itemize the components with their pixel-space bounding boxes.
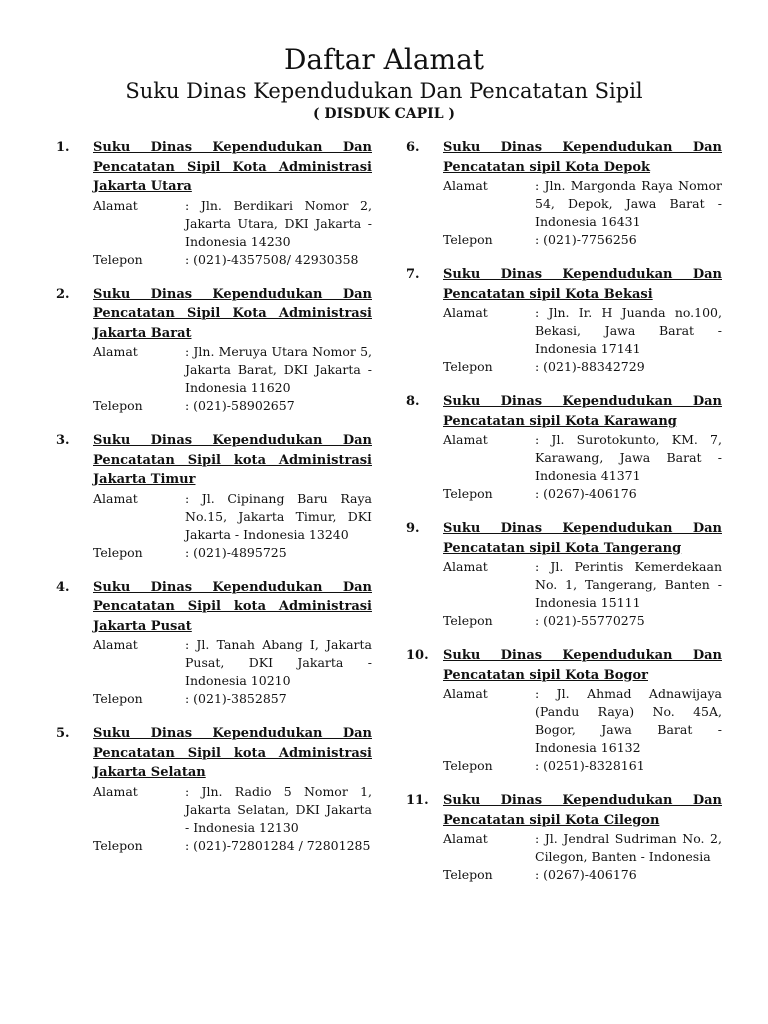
entry-number: 8. xyxy=(406,394,420,409)
entry-number: 7. xyxy=(406,267,420,282)
phone-value: : (021)-55770275 xyxy=(535,613,645,628)
phone-value: : (021)-58902657 xyxy=(185,398,295,413)
office-name: Suku Dinas Kependudukan Dan Pencatatan sipil Kota Karawang xyxy=(443,394,722,429)
page-subtitle: Suku Dinas Kependudukan Dan Pencatatan Sipil xyxy=(125,79,643,103)
address-value: : Jln. Ir. H Juanda no.100, Bekasi, Jawa Barat - Indonesia 17141 xyxy=(535,305,722,356)
address-label: Alamat xyxy=(443,305,488,320)
entry-number: 3. xyxy=(56,433,70,448)
office-name: Suku Dinas Kependudukan Dan Pencatatan Sipil kota Administrasi Jakarta Pusat xyxy=(93,579,372,634)
page-title: Daftar Alamat xyxy=(283,43,485,76)
entry-number: 11. xyxy=(406,793,429,808)
address-label: Alamat xyxy=(443,178,488,193)
agency-abbreviation: ( DISDUK CAPIL ) xyxy=(312,106,456,122)
left-column xyxy=(56,138,372,855)
phone-label: Telepon xyxy=(443,232,493,247)
office-entry xyxy=(406,392,722,503)
phone-value: : (021)-72801284 / 72801285 xyxy=(185,837,371,853)
address-label: Alamat xyxy=(93,637,138,652)
office-name: Suku Dinas Kependudukan Dan Pencatatan sipil Kota Tangerang xyxy=(443,521,722,556)
office-entry xyxy=(406,138,722,249)
entry-number: 4. xyxy=(56,579,70,595)
office-name: Suku Dinas Kependudukan Dan Pencatatan Sipil kota Administrasi Jakarta Selatan xyxy=(93,726,372,780)
office-entry xyxy=(56,578,372,709)
office-entry xyxy=(56,431,372,562)
office-name: Suku Dinas Kependudukan Dan Pencatatan Sipil Kota Administrasi Jakarta Barat xyxy=(93,286,372,341)
office-name: Suku Dinas Kependudukan Dan Pencatatan Sipil Kota Administrasi Jakarta Utara xyxy=(93,140,372,194)
phone-value: : (021)-7756256 xyxy=(535,232,637,247)
entry-number: 1. xyxy=(56,140,70,155)
office-entry xyxy=(56,724,372,855)
office-name: Suku Dinas Kependudukan Dan Pencatatan Sipil kota Administrasi Jakarta Timur xyxy=(93,433,372,487)
phone-label: Telepon xyxy=(443,359,493,374)
address-label: Alamat xyxy=(443,686,488,701)
phone-label: Telepon xyxy=(93,544,143,560)
office-name: Suku Dinas Kependudukan Dan Pencatatan sipil Kota Cilegon xyxy=(443,793,722,828)
phone-value: : (021)-3852857 xyxy=(185,691,287,706)
office-entry xyxy=(406,265,722,376)
phone-label: Telepon xyxy=(93,691,143,706)
office-name: Suku Dinas Kependudukan Dan Pencatatan sipil Kota Bekasi xyxy=(443,267,722,302)
entry-number: 2. xyxy=(56,286,70,302)
phone-value: : (0267)-406176 xyxy=(535,867,637,882)
address-value: : Jl. Jendral Sudriman No. 2, Cilegon, Banten - Indonesia xyxy=(535,831,722,864)
office-entry xyxy=(406,519,722,630)
phone-label: Telepon xyxy=(93,398,143,413)
office-name: Suku Dinas Kependudukan Dan Pencatatan sipil Kota Depok xyxy=(443,140,722,175)
address-value: : Jl. Surotokunto, KM. 7, Karawang, Jawa Barat - Indonesia 41371 xyxy=(535,432,722,483)
office-entry xyxy=(56,138,372,269)
address-label: Alamat xyxy=(93,783,138,799)
entry-number: 9. xyxy=(406,521,420,536)
phone-label: Telepon xyxy=(93,837,143,853)
phone-label: Telepon xyxy=(443,486,493,501)
address-value: : Jl. Perintis Kemerdekaan No. 1, Tangerang, Banten - Indonesia 15111 xyxy=(535,559,722,610)
entry-number: 6. xyxy=(406,140,420,155)
address-label: Alamat xyxy=(443,831,488,846)
office-entry xyxy=(406,646,722,775)
address-label: Alamat xyxy=(93,197,138,213)
address-label: Alamat xyxy=(93,344,138,359)
address-label: Alamat xyxy=(93,490,138,506)
address-value: : Jln. Radio 5 Nomor 1, Jakarta Selatan, DKI Jakarta - Indonesia 12130 xyxy=(185,783,372,835)
address-value: : Jln. Margonda Raya Nomor 54, Depok, Jawa Barat - Indonesia 16431 xyxy=(535,178,722,229)
address-value: : Jl. Tanah Abang I, Jakarta Pusat, DKI Jakarta - Indonesia 10210 xyxy=(185,637,372,688)
phone-value: : (0267)-406176 xyxy=(535,486,637,501)
phone-value: : (0251)-8328161 xyxy=(535,758,645,773)
address-value: : Jln. Berdikari Nomor 2, Jakarta Utara, DKI Jakarta - Indonesia 14230 xyxy=(185,197,372,249)
office-entry xyxy=(56,285,372,416)
entry-number: 5. xyxy=(56,726,70,741)
phone-label: Telepon xyxy=(443,867,493,882)
phone-value: : (021)-4357508/ 42930358 xyxy=(185,251,359,267)
phone-label: Telepon xyxy=(443,758,493,773)
address-value: : Jl. Ahmad Adnawijaya (Pandu Raya) No. 45A, Bogor, Jawa Barat - Indonesia 16132 xyxy=(535,686,722,755)
phone-label: Telepon xyxy=(93,251,143,267)
entry-number: 10. xyxy=(406,648,429,663)
phone-value: : (021)-4895725 xyxy=(185,544,287,560)
address-value: : Jl. Cipinang Baru Raya No.15, Jakarta Timur, DKI Jakarta - Indonesia 13240 xyxy=(185,490,372,542)
phone-value: : (021)-88342729 xyxy=(535,359,645,374)
address-value: : Jln. Meruya Utara Nomor 5, Jakarta Barat, DKI Jakarta - Indonesia 11620 xyxy=(185,344,372,395)
phone-label: Telepon xyxy=(443,613,493,628)
office-entry xyxy=(406,791,722,884)
address-label: Alamat xyxy=(443,432,488,447)
address-label: Alamat xyxy=(443,559,488,574)
office-name: Suku Dinas Kependudukan Dan Pencatatan sipil Kota Bogor xyxy=(443,648,722,683)
right-column xyxy=(406,138,722,884)
